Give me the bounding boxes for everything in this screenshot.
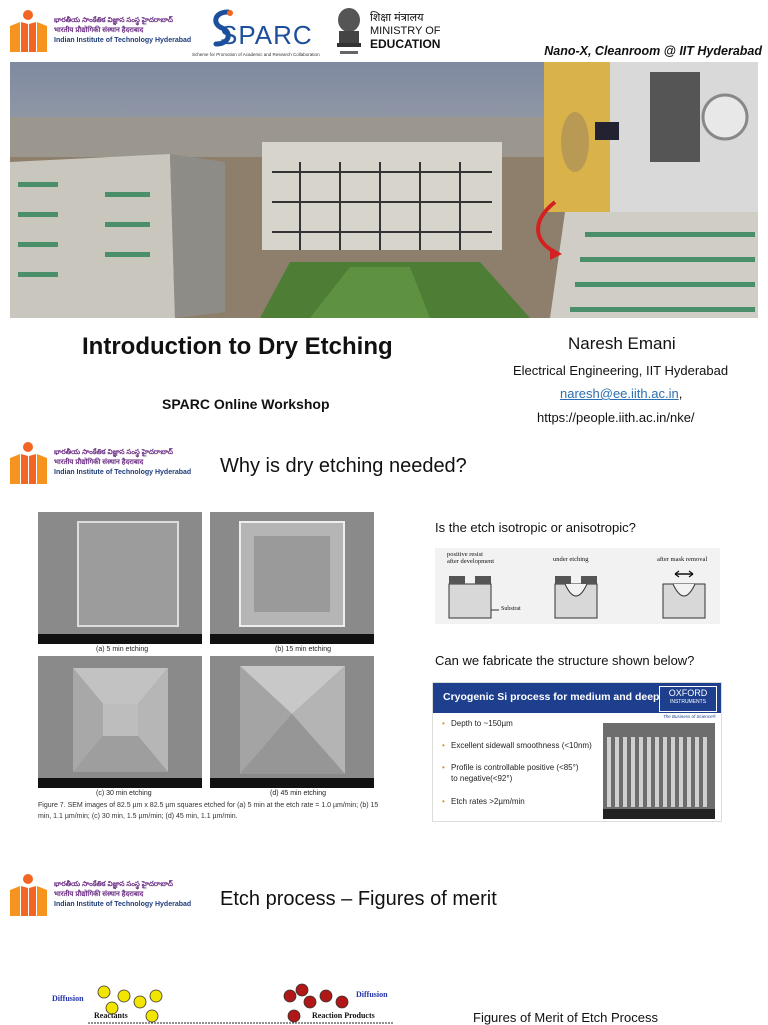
- oxford-bullet-2: • Excellent sidewall smoothness (<10nm): [451, 741, 592, 750]
- iith-name-hindi: भारतीय प्रौद्योगिकी संस्थान हैदराबाद: [54, 27, 144, 34]
- iith-name-hindi: भारतीय प्रौद्योगिकी संस्थान हैदराबाद: [54, 459, 144, 466]
- iith-name-english: Indian Institute of Technology Hyderabad: [54, 37, 192, 44]
- etch-mechanism-diagram: [48, 982, 408, 1024]
- question-fabricate: Can we fabricate the structure shown below?: [435, 653, 695, 668]
- oxford-heading: Cryogenic Si process for medium and deep: [443, 691, 660, 703]
- iith-logo: [6, 8, 192, 56]
- author-email-line: [560, 386, 682, 401]
- iith-name-telugu: భారతీయ సాంకేతిక విజ్ఞాన సంస్థ హైదరాబాద్: [54, 449, 173, 456]
- slide3-title: Etch process – Figures of merit: [220, 888, 497, 910]
- sem-caption-c: (c) 30 min etching: [96, 790, 152, 797]
- oxford-bullet-4: • Etch rates >2µm/min: [451, 797, 525, 806]
- author-email-link[interactable]: naresh@ee.iith.ac.in: [560, 386, 679, 401]
- oxford-logo-name: OXFORD: [668, 688, 708, 698]
- iith-name-telugu: భారతీయ సాంకేతిక విజ్ఞాన సంస్థ హైదరాబాద్: [54, 17, 173, 24]
- national-emblem-icon: [334, 6, 364, 58]
- label-after-development: after development: [447, 558, 495, 565]
- diffusion-label-left: Diffusion: [52, 994, 84, 1003]
- iith-logo-slide3: [6, 872, 192, 920]
- iith-emblem-icon: [6, 872, 50, 920]
- iith-name-english: Indian Institute of Technology Hyderabad: [54, 469, 192, 476]
- oxford-bullet-3: • Profile is controllable positive (<85°): [451, 763, 578, 772]
- sem-image-d: [210, 656, 374, 788]
- sem-image-a: [38, 512, 202, 644]
- question-isotropic: Is the etch isotropic or anisotropic?: [435, 520, 636, 535]
- ministry-name: [370, 12, 441, 52]
- etch-profile-diagram: [435, 548, 720, 624]
- oxford-bullet-3-cont: to negative(<92°): [451, 774, 513, 783]
- sparc-subtitle: Scheme for Promotion of Academic and Research Collaboration: [192, 52, 320, 57]
- sem-image-c: [38, 656, 202, 788]
- sem-image-b: [210, 512, 374, 644]
- reactants-label: Reactants: [94, 1011, 128, 1020]
- iith-emblem-icon: [6, 440, 50, 488]
- ministry-of-education-logo: [334, 6, 454, 58]
- iith-name: [54, 448, 191, 478]
- iith-name-telugu: భారతీయ సాంకేతిక విజ్ఞాన సంస్థ హైదరాబాద్: [54, 881, 173, 888]
- ministry-name-line2: EDUCATION: [370, 37, 441, 51]
- label-under-etching: under etching: [553, 556, 589, 563]
- deep-si-trench-sem: [603, 723, 715, 819]
- sem-caption-d: (d) 45 min etching: [270, 790, 327, 797]
- sem-caption-a: (a) 5 min etching: [96, 646, 149, 653]
- campus-photo-illustration: [10, 62, 758, 318]
- trench-sem-illustration: [603, 723, 715, 819]
- label-positive-resist-line1: positive resist: [447, 551, 483, 558]
- ministry-name-hindi: शिक्षा मंत्रालय: [370, 12, 424, 24]
- iith-name: [54, 16, 191, 46]
- iith-name: [54, 880, 191, 910]
- label-after-mask-removal: after mask removal: [657, 556, 708, 563]
- sparc-logo: [190, 6, 322, 58]
- iith-logo-slide2: [6, 440, 192, 488]
- presentation-title: Introduction to Dry Etching: [82, 333, 393, 360]
- oxford-bullet-1: • Depth to ~150µm: [451, 719, 513, 728]
- author-name: Naresh Emani: [568, 334, 676, 353]
- sem-image-grid: [38, 512, 378, 797]
- label-positive-resist: [447, 551, 494, 565]
- sparc-wordmark: SPARC: [220, 20, 313, 50]
- oxford-instruments-slide: [432, 682, 722, 822]
- figure-caption: Figure 7. SEM images of 82.5 µm x 82.5 µm squares etched for (a) 5 min at the etch rate = 1.0 µm/min; (b) 15 min, 1.1 µm/min; (c) 30 min, 1.5 µm/min; (d) 45 min, 1.1 µm/min.: [38, 802, 379, 820]
- figures-of-merit-heading: Figures of Merit of Etch Process: [473, 1010, 658, 1025]
- iith-emblem-icon: [6, 8, 50, 56]
- email-comma: ,: [678, 386, 683, 401]
- oxford-header: [433, 683, 721, 713]
- reaction-products-label: Reaction Products: [312, 1011, 375, 1020]
- oxford-logo: [659, 686, 717, 712]
- author-department: Electrical Engineering, IIT Hyderabad: [513, 363, 729, 378]
- oxford-logo-sub: INSTRUMENTS: [669, 699, 707, 705]
- iith-name-english: Indian Institute of Technology Hyderabad: [54, 901, 192, 908]
- label-substrate: Substrat: [501, 606, 521, 612]
- slide2-title: Why is dry etching needed?: [220, 455, 467, 477]
- campus-cleanroom-photo: [10, 62, 758, 318]
- iith-name-hindi: भारतीय प्रौद्योगिकी संस्थान हैदराबाद: [54, 891, 144, 898]
- workshop-name: SPARC Online Workshop: [162, 396, 330, 412]
- author-website: https://people.iith.ac.in/nke/: [537, 410, 695, 425]
- photo-caption: Nano-X, Cleanroom @ IIT Hyderabad: [544, 44, 762, 58]
- oxford-tagline: The Business of Science®: [663, 714, 716, 719]
- diffusion-label-right: Diffusion: [356, 990, 388, 999]
- sem-caption-b: (b) 15 min etching: [275, 646, 332, 653]
- ministry-name-line1: MINISTRY OF: [370, 25, 441, 37]
